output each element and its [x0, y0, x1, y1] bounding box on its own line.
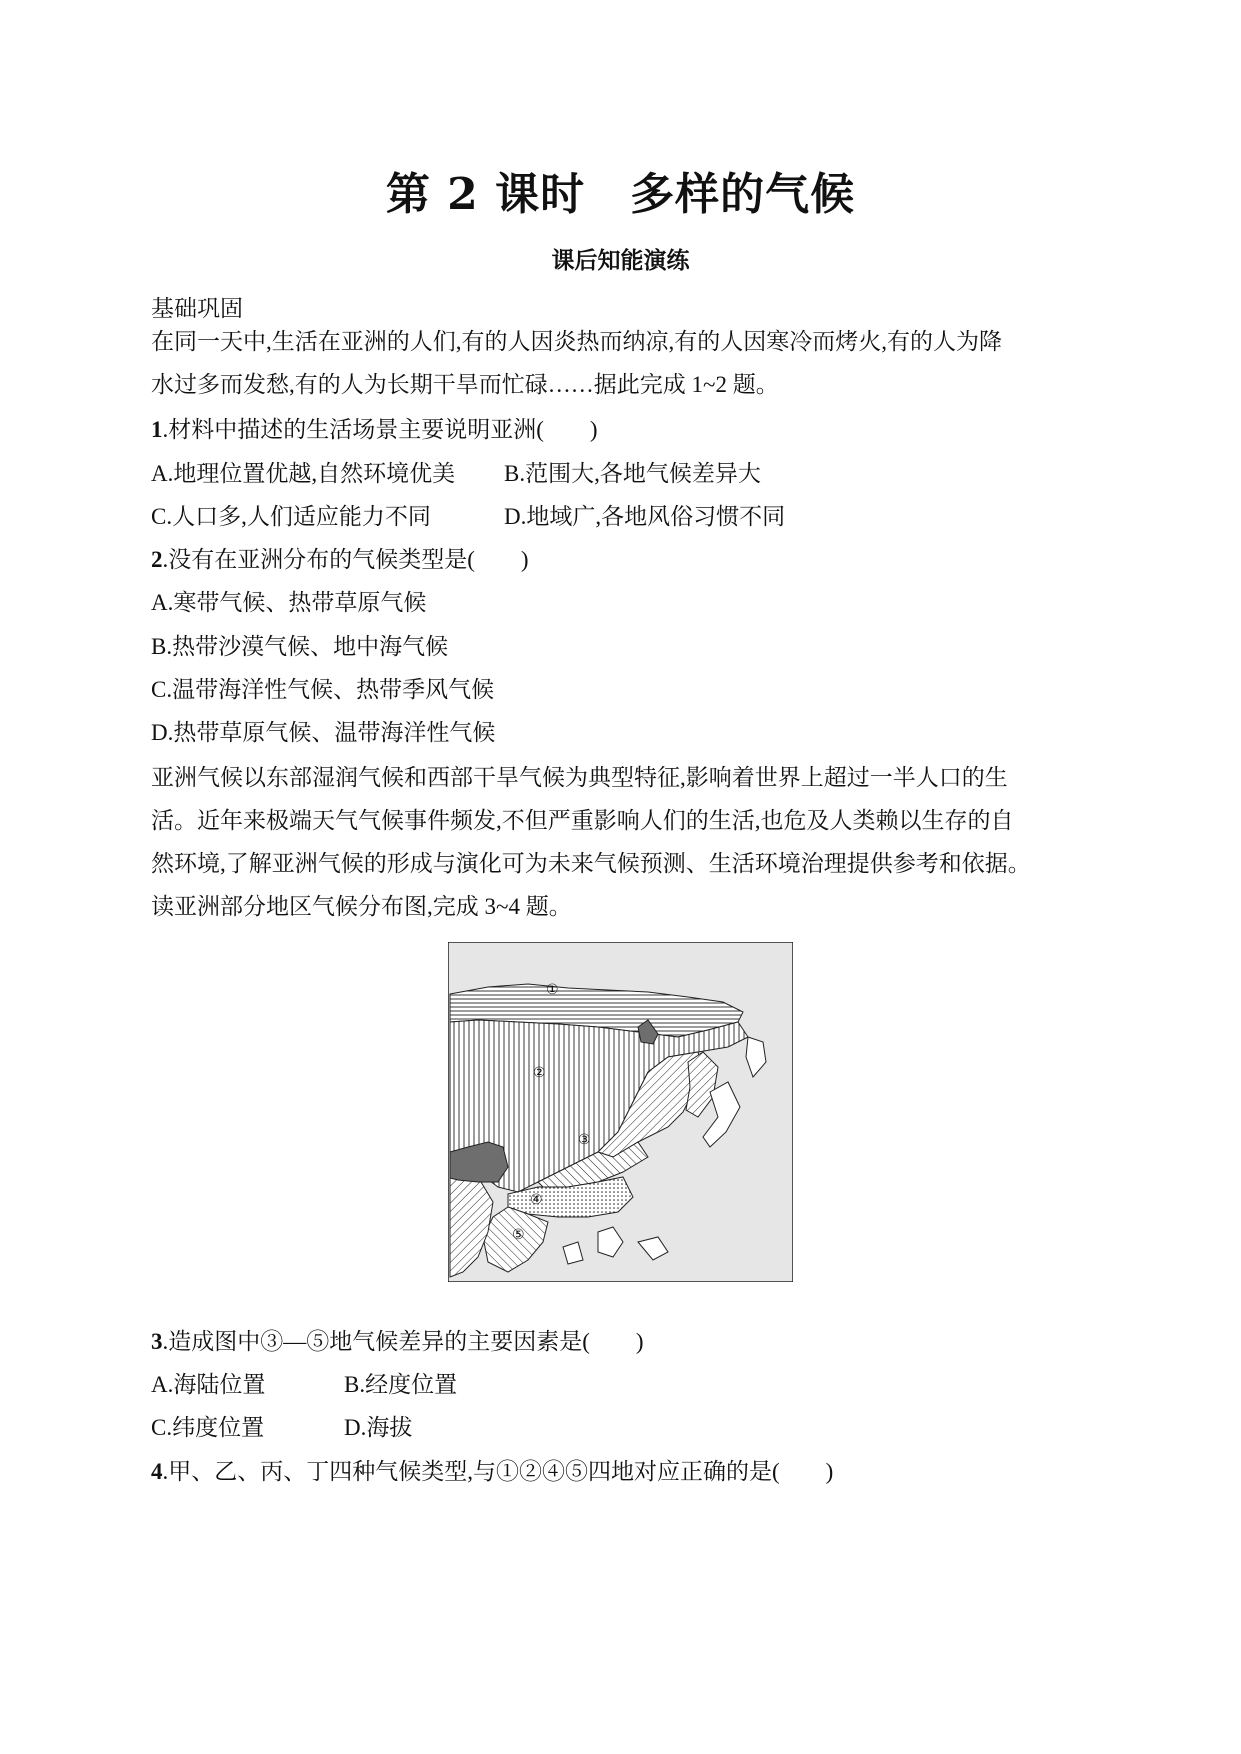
- page-title: 第 2 课时 多样的气候: [385, 169, 856, 220]
- q3-option-c: C.纬度位置: [151, 1415, 265, 1440]
- climate-map: [448, 942, 793, 1282]
- question-1-text: .材料中描述的生活场景主要说明亚洲( ): [162, 417, 598, 442]
- q2-option-b: B.热带沙漠气候、地中海气候: [151, 634, 449, 659]
- question-3-options-row-1: [151, 1370, 457, 1400]
- page-subtitle: 课后知能演练: [551, 248, 690, 274]
- map-label-1: ①: [546, 982, 559, 998]
- question-1-number: 1: [151, 417, 163, 442]
- q1-option-b: B.范围大,各地气候差异大: [504, 461, 761, 486]
- passage2-line-2: 活。近年来极端天气气候事件频发,不但严重影响人们的生活,也危及人类赖以生存的自: [151, 808, 1014, 833]
- question-4-number: 4: [151, 1459, 163, 1484]
- map-label-4: ④: [530, 1192, 543, 1208]
- question-3-number: 3: [151, 1329, 163, 1354]
- question-3-options-row-2: [151, 1413, 412, 1443]
- question-2-stem: [151, 545, 529, 575]
- question-4-text: .甲、乙、丙、丁四种气候类型,与①②④⑤四地对应正确的是( ): [162, 1459, 834, 1484]
- passage2-line-3: 然环境,了解亚洲气候的形成与演化可为未来气候预测、生活环境治理提供参考和依据。: [151, 851, 1031, 876]
- passage1-line-1: 在同一天中,生活在亚洲的人们,有的人因炎热而纳凉,有的人因寒冷而烤火,有的人为降: [151, 329, 1002, 354]
- question-1-options-row-1: [151, 459, 761, 489]
- q2-option-c: C.温带海洋性气候、热带季风气候: [151, 677, 495, 702]
- passage1-line-2: 水过多而发愁,有的人为长期干旱而忙碌……据此完成 1~2 题。: [151, 372, 779, 397]
- question-3-stem: [151, 1327, 644, 1357]
- q1-option-c: C.人口多,人们适应能力不同: [151, 504, 431, 529]
- question-2-number: 2: [151, 547, 163, 572]
- q3-option-b: B.经度位置: [344, 1372, 458, 1397]
- question-1-stem: [151, 415, 598, 445]
- q1-option-d: D.地域广,各地风俗习惯不同: [504, 504, 786, 529]
- question-4-stem: [151, 1457, 833, 1487]
- q1-option-a: A.地理位置优越,自然环境优美: [151, 461, 456, 486]
- question-1-options-row-2: [151, 502, 785, 532]
- map-label-3: ③: [578, 1132, 591, 1148]
- q3-option-a: A.海陆位置: [151, 1372, 266, 1397]
- map-label-2: ②: [533, 1065, 546, 1081]
- question-3-text: .造成图中③—⑤地气候差异的主要因素是( ): [162, 1329, 644, 1354]
- question-2-text: .没有在亚洲分布的气候类型是( ): [162, 547, 529, 572]
- q2-option-a: A.寒带气候、热带草原气候: [151, 590, 427, 615]
- q2-option-d: D.热带草原气候、温带海洋性气候: [151, 720, 496, 745]
- map-label-5: ⑤: [512, 1227, 525, 1243]
- passage2-line-1: 亚洲气候以东部湿润气候和西部干旱气候为典型特征,影响着世界上超过一半人口的生: [151, 765, 1008, 790]
- q3-option-d: D.海拔: [344, 1415, 413, 1440]
- section-heading: 基础巩固: [151, 296, 243, 322]
- passage2-line-4: 读亚洲部分地区气候分布图,完成 3~4 题。: [151, 894, 572, 919]
